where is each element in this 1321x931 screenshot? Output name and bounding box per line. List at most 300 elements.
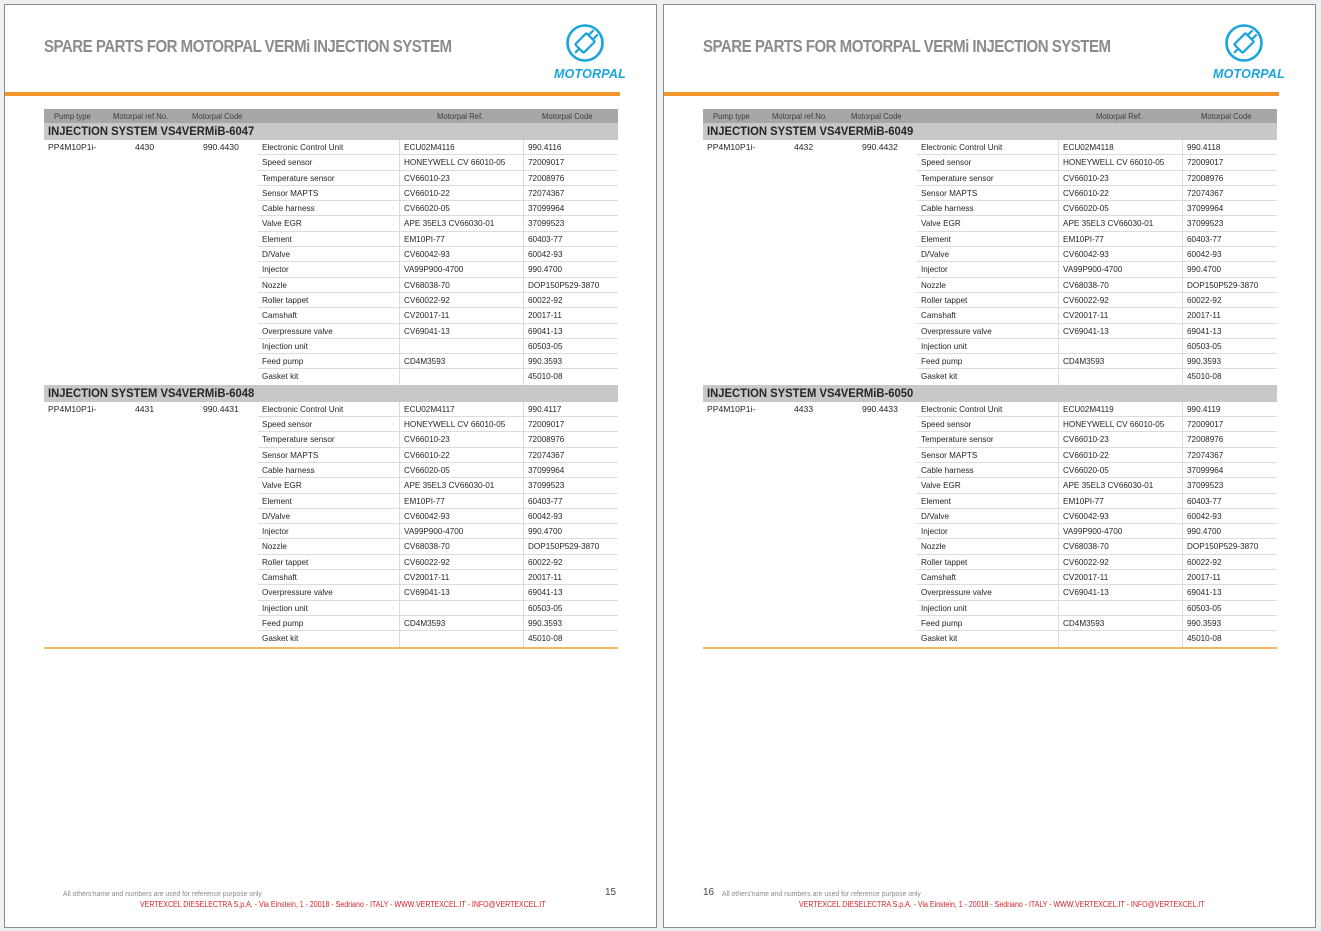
part-name: Gasket kit <box>921 371 958 382</box>
part-code: 990.4119 <box>1187 403 1221 414</box>
part-name: Injection unit <box>262 340 308 351</box>
part-ref: CD4M3593 <box>404 356 446 367</box>
part-name: Nozzle <box>921 541 946 552</box>
part-ref: CD4M3593 <box>404 617 446 628</box>
part-code: 60022-92 <box>1187 294 1222 305</box>
part-code: 60503-05 <box>528 340 563 351</box>
part-ref: CV66010-23 <box>1063 434 1109 445</box>
footer-disclaimer: All others'name and numbers are used for reference purpose only <box>722 889 921 898</box>
footer-address: VERTEXCEL DIESELECTRA S.p.A. - Via Einstein, 1 - 20018 - Sedriano - ITALY - WWW.VERTEXCEL.IT - INFO@VERTEXCEL.IT <box>799 900 1205 909</box>
part-ref: CD4M3593 <box>1063 356 1105 367</box>
part-ref: EM10PI-77 <box>404 495 445 506</box>
page-title: SPARE PARTS FOR MOTORPAL VERMi INJECTION SYSTEM <box>44 36 452 56</box>
table-row <box>917 601 1277 616</box>
part-ref: CV69041-13 <box>404 325 450 336</box>
table-row <box>258 171 618 186</box>
part-name: Sensor MAPTS <box>921 449 978 460</box>
part-name: Overpressure valve <box>262 587 333 598</box>
part-ref: CV66010-23 <box>1063 172 1109 183</box>
part-name: Valve EGR <box>921 218 961 229</box>
part-name: Temperature sensor <box>262 172 335 183</box>
pump-code: 990.4431 <box>203 403 239 414</box>
part-code: 20017-11 <box>528 572 562 583</box>
part-name: Electronic Control Unit <box>921 403 1003 414</box>
part-name: Cable harness <box>921 464 974 475</box>
part-name: Cable harness <box>921 203 974 214</box>
table-row <box>917 247 1277 262</box>
col-code: Motorpal Code <box>192 111 243 121</box>
table-row <box>258 293 618 308</box>
part-code: 37099964 <box>1187 464 1224 475</box>
part-code: DOP150P529-3870 <box>1187 279 1259 290</box>
table-row <box>258 494 618 509</box>
part-code: 72008976 <box>528 172 565 183</box>
part-code: 72008976 <box>1187 434 1224 445</box>
part-ref: APE 35EL3 CV66030-01 <box>404 480 495 491</box>
part-code: 72009017 <box>528 157 565 168</box>
footer-disclaimer: All others'name and numbers are used for reference purpose only <box>63 889 262 898</box>
pump-code: 990.4433 <box>862 403 898 414</box>
part-ref: ECU02M4118 <box>1063 142 1114 152</box>
part-name: Roller tappet <box>262 556 309 567</box>
part-code: 69041-13 <box>1187 325 1222 336</box>
table-row <box>917 616 1277 631</box>
part-code: 60503-05 <box>1187 340 1222 351</box>
part-ref: CV68038-70 <box>1063 279 1109 290</box>
part-ref: CV60022-92 <box>1063 556 1109 567</box>
col-part-ref: Motorpal Ref. <box>437 111 484 121</box>
part-name: Gasket kit <box>262 371 299 382</box>
table-row <box>258 216 618 231</box>
part-code: 990.4700 <box>1187 264 1222 275</box>
col-code: Motorpal Code <box>851 111 902 121</box>
part-code: 72074367 <box>1187 449 1224 460</box>
part-code: 60403-77 <box>528 233 563 244</box>
part-code: 60042-93 <box>1187 510 1222 521</box>
part-code: 69041-13 <box>1187 587 1222 598</box>
system-block <box>44 140 618 385</box>
part-name: Gasket kit <box>921 633 958 644</box>
part-name: Injection unit <box>921 602 967 613</box>
parts-table <box>44 109 618 649</box>
part-ref: CV66010-22 <box>1063 449 1109 460</box>
part-code: 72008976 <box>528 434 565 445</box>
part-ref: CV60042-93 <box>1063 510 1109 521</box>
part-code: 72074367 <box>528 449 565 460</box>
table-row <box>258 601 618 616</box>
part-code: 37099523 <box>1187 480 1224 491</box>
col-part-code: Motorpal Code <box>542 111 593 121</box>
pump-ref-no: 4433 <box>794 403 814 414</box>
part-ref: ECU02M4117 <box>404 403 455 414</box>
table-row <box>258 201 618 216</box>
pump-type: PP4M10P1i- <box>48 403 97 414</box>
logo-wordmark: MOTORPAL <box>1213 67 1285 81</box>
table-row <box>258 417 618 432</box>
part-ref: VA99P900-4700 <box>1063 526 1123 537</box>
table-row <box>917 448 1277 463</box>
part-ref: CV66010-23 <box>404 172 450 183</box>
part-code: 45010-08 <box>1187 633 1222 644</box>
table-row <box>917 308 1277 323</box>
part-ref: CV68038-70 <box>1063 541 1109 552</box>
part-name: Feed pump <box>921 356 963 367</box>
part-name: Element <box>921 233 951 244</box>
part-name: Roller tappet <box>262 294 309 305</box>
table-column-headers <box>44 109 618 123</box>
part-code: 37099964 <box>528 203 565 214</box>
part-name: Speed sensor <box>262 157 313 168</box>
part-name: Injector <box>921 264 948 275</box>
system-block <box>44 402 618 647</box>
table-row <box>258 232 618 247</box>
motorpal-logo <box>1211 23 1285 85</box>
part-code: 60403-77 <box>1187 233 1222 244</box>
part-code: 45010-08 <box>528 371 563 382</box>
part-ref: CV66010-22 <box>404 187 450 198</box>
part-name: Feed pump <box>262 356 304 367</box>
table-row <box>917 369 1277 384</box>
part-ref: EM10PI-77 <box>1063 233 1104 244</box>
part-name: Valve EGR <box>921 480 961 491</box>
pump-type: PP4M10P1i- <box>707 403 756 414</box>
part-name: Cable harness <box>262 203 315 214</box>
part-name: Electronic Control Unit <box>921 142 1003 152</box>
system-block <box>703 402 1277 647</box>
part-ref: CD4M3593 <box>1063 617 1105 628</box>
table-row <box>258 463 618 478</box>
part-name: Overpressure valve <box>921 587 992 598</box>
part-code: 990.3593 <box>528 617 563 628</box>
table-row <box>917 463 1277 478</box>
part-ref: CV68038-70 <box>404 541 450 552</box>
table-row <box>258 585 618 600</box>
table-row <box>258 324 618 339</box>
page-15 <box>4 4 657 928</box>
part-ref: EM10PI-77 <box>1063 495 1104 506</box>
table-row <box>917 402 1277 417</box>
part-code: 60503-05 <box>528 602 563 613</box>
part-name: Sensor MAPTS <box>262 187 319 198</box>
table-end-rule <box>44 647 618 649</box>
part-ref: CV20017-11 <box>1063 310 1109 321</box>
part-ref: CV60042-93 <box>1063 249 1109 260</box>
table-row <box>917 155 1277 170</box>
part-ref: APE 35EL3 CV66030-01 <box>404 218 495 229</box>
part-name: Sensor MAPTS <box>921 187 978 198</box>
part-ref: CV60022-92 <box>1063 294 1109 305</box>
part-ref: CV69041-13 <box>1063 587 1109 598</box>
part-name: Speed sensor <box>921 157 972 168</box>
motorpal-injector-icon <box>1224 23 1264 63</box>
part-code: 72008976 <box>1187 172 1224 183</box>
part-code: 20017-11 <box>528 310 562 321</box>
table-row <box>917 293 1277 308</box>
part-ref: CV66020-05 <box>404 203 450 214</box>
part-ref: HONEYWELL CV 66010-05 <box>404 157 506 168</box>
table-row <box>258 140 618 155</box>
part-name: Injection unit <box>921 340 967 351</box>
part-name: Valve EGR <box>262 218 302 229</box>
table-row <box>917 539 1277 554</box>
part-name: D/Valve <box>921 249 949 260</box>
table-row <box>917 570 1277 585</box>
part-code: 990.4116 <box>528 142 562 152</box>
part-code: 60022-92 <box>528 556 563 567</box>
part-name: Speed sensor <box>262 419 313 430</box>
part-name: Camshaft <box>262 572 297 583</box>
pump-type: PP4M10P1i- <box>48 142 97 152</box>
part-code: 37099964 <box>1187 203 1224 214</box>
motorpal-injector-icon <box>565 23 605 63</box>
part-ref: CV68038-70 <box>404 279 450 290</box>
part-code: 60042-93 <box>528 249 563 260</box>
part-code: 72009017 <box>1187 157 1224 168</box>
table-row <box>917 555 1277 570</box>
part-code: 60042-93 <box>1187 249 1222 260</box>
part-code: 60403-77 <box>1187 495 1222 506</box>
part-ref: CV20017-11 <box>1063 572 1109 583</box>
table-row <box>917 262 1277 277</box>
part-name: Element <box>921 495 951 506</box>
part-code: DOP150P529-3870 <box>528 279 600 290</box>
part-ref: EM10PI-77 <box>404 233 445 244</box>
part-ref: CV60042-93 <box>404 510 450 521</box>
part-ref: CV66010-22 <box>404 449 450 460</box>
part-code: 37099523 <box>1187 218 1224 229</box>
table-row <box>917 140 1277 155</box>
table-row <box>258 369 618 384</box>
part-ref: VA99P900-4700 <box>404 264 464 275</box>
part-code: 60022-92 <box>528 294 563 305</box>
part-ref: VA99P900-4700 <box>1063 264 1123 275</box>
part-name: Electronic Control Unit <box>262 403 344 414</box>
part-code: 60042-93 <box>528 510 563 521</box>
part-name: Nozzle <box>262 541 287 552</box>
table-row <box>258 339 618 354</box>
part-code: 20017-11 <box>1187 310 1221 321</box>
part-code: 60403-77 <box>528 495 563 506</box>
table-row <box>917 232 1277 247</box>
table-row <box>258 631 618 646</box>
table-row <box>258 432 618 447</box>
part-code: 69041-13 <box>528 325 563 336</box>
table-row <box>917 201 1277 216</box>
table-row <box>258 539 618 554</box>
table-row <box>258 509 618 524</box>
part-name: Camshaft <box>262 310 297 321</box>
part-ref: ECU02M4119 <box>1063 403 1114 414</box>
part-ref: VA99P900-4700 <box>404 526 464 537</box>
part-ref: APE 35EL3 CV66030-01 <box>1063 480 1154 491</box>
part-name: Roller tappet <box>921 294 968 305</box>
part-ref: CV60022-92 <box>404 556 450 567</box>
col-pump-type: Pump type <box>54 111 91 121</box>
header-rule <box>664 92 1279 96</box>
table-row <box>917 494 1277 509</box>
table-row <box>917 216 1277 231</box>
pump-ref-no: 4432 <box>794 142 814 152</box>
table-row <box>917 354 1277 369</box>
system-heading: INJECTION SYSTEM VS4VERMiB-6050 <box>703 385 1277 402</box>
motorpal-logo <box>552 23 626 85</box>
part-code: DOP150P529-3870 <box>528 541 600 552</box>
part-name: Overpressure valve <box>921 325 992 336</box>
pump-ref-no: 4430 <box>135 142 155 152</box>
page-title: SPARE PARTS FOR MOTORPAL VERMi INJECTION SYSTEM <box>703 36 1111 56</box>
part-name: Feed pump <box>921 617 963 628</box>
part-name: Valve EGR <box>262 480 302 491</box>
footer-address: VERTEXCEL DIESELECTRA S.p.A. - Via Einstein, 1 - 20018 - Sedriano - ITALY - WWW.VERTEXCEL.IT - INFO@VERTEXCEL.IT <box>140 900 546 909</box>
col-part-ref: Motorpal Ref. <box>1096 111 1143 121</box>
col-pump-type: Pump type <box>713 111 750 121</box>
part-code: 990.4117 <box>528 403 562 414</box>
col-ref-no: Motorpal ref.No. <box>113 111 169 121</box>
part-name: D/Valve <box>262 510 290 521</box>
table-row <box>917 478 1277 493</box>
part-code: 990.4700 <box>528 526 563 537</box>
part-name: Injection unit <box>262 602 308 613</box>
part-code: DOP150P529-3870 <box>1187 541 1259 552</box>
table-row <box>917 171 1277 186</box>
part-name: Injector <box>262 526 289 537</box>
part-name: Overpressure valve <box>262 325 333 336</box>
table-column-headers <box>703 109 1277 123</box>
part-name: Feed pump <box>262 617 304 628</box>
part-name: Temperature sensor <box>262 434 335 445</box>
part-code: 72009017 <box>528 419 565 430</box>
col-ref-no: Motorpal ref.No. <box>772 111 828 121</box>
part-ref: CV66010-22 <box>1063 187 1109 198</box>
table-row <box>917 186 1277 201</box>
part-ref: HONEYWELL CV 66010-05 <box>1063 419 1165 430</box>
part-ref: CV66020-05 <box>404 464 450 475</box>
pump-ref-no: 4431 <box>135 403 155 414</box>
part-code: 37099964 <box>528 464 565 475</box>
table-row <box>258 186 618 201</box>
system-heading: INJECTION SYSTEM VS4VERMiB-6047 <box>44 123 618 140</box>
part-name: Cable harness <box>262 464 315 475</box>
table-row <box>258 555 618 570</box>
part-code: 72009017 <box>1187 419 1224 430</box>
part-code: 45010-08 <box>1187 371 1222 382</box>
page-number: 16 <box>703 887 715 898</box>
part-code: 45010-08 <box>528 633 563 644</box>
table-row <box>258 247 618 262</box>
part-code: 69041-13 <box>528 587 563 598</box>
part-code: 990.4118 <box>1187 142 1221 152</box>
part-ref: HONEYWELL CV 66010-05 <box>404 419 506 430</box>
page-16 <box>663 4 1316 928</box>
part-ref: ECU02M4116 <box>404 142 455 152</box>
part-ref: CV60042-93 <box>404 249 450 260</box>
table-row <box>258 448 618 463</box>
table-row <box>258 354 618 369</box>
system-heading: INJECTION SYSTEM VS4VERMiB-6048 <box>44 385 618 402</box>
part-name: Camshaft <box>921 310 956 321</box>
part-ref: CV20017-11 <box>404 572 450 583</box>
part-code: 990.3593 <box>1187 617 1222 628</box>
system-block <box>703 140 1277 385</box>
part-name: Roller tappet <box>921 556 968 567</box>
part-code: 990.4700 <box>1187 526 1222 537</box>
table-row <box>917 339 1277 354</box>
table-row <box>258 262 618 277</box>
part-name: Temperature sensor <box>921 172 994 183</box>
part-code: 37099523 <box>528 218 565 229</box>
table-row <box>917 278 1277 293</box>
table-row <box>917 432 1277 447</box>
part-name: Nozzle <box>921 279 946 290</box>
table-row <box>917 417 1277 432</box>
table-row <box>917 585 1277 600</box>
page-number: 15 <box>605 887 617 898</box>
table-row <box>917 631 1277 646</box>
pump-type: PP4M10P1i- <box>707 142 756 152</box>
table-row <box>258 524 618 539</box>
part-name: Speed sensor <box>921 419 972 430</box>
part-code: 20017-11 <box>1187 572 1221 583</box>
table-row <box>258 616 618 631</box>
part-ref: CV20017-11 <box>404 310 450 321</box>
pump-code: 990.4430 <box>203 142 239 152</box>
part-name: Nozzle <box>262 279 287 290</box>
part-ref: CV69041-13 <box>1063 325 1109 336</box>
part-name: Electronic Control Unit <box>262 142 344 152</box>
table-row <box>258 402 618 417</box>
part-name: Element <box>262 495 292 506</box>
table-row <box>258 478 618 493</box>
part-code: 990.3593 <box>528 356 563 367</box>
part-name: Injector <box>262 264 289 275</box>
part-ref: CV69041-13 <box>404 587 450 598</box>
part-name: Injector <box>921 526 948 537</box>
table-row <box>258 278 618 293</box>
part-name: D/Valve <box>262 249 290 260</box>
parts-table <box>703 109 1277 649</box>
part-code: 60503-05 <box>1187 602 1222 613</box>
table-row <box>917 524 1277 539</box>
part-ref: CV60022-92 <box>404 294 450 305</box>
part-ref: HONEYWELL CV 66010-05 <box>1063 157 1165 168</box>
part-code: 37099523 <box>528 480 565 491</box>
part-ref: CV66010-23 <box>404 434 450 445</box>
part-name: Temperature sensor <box>921 434 994 445</box>
table-row <box>917 324 1277 339</box>
table-end-rule <box>703 647 1277 649</box>
table-row <box>258 155 618 170</box>
table-row <box>917 509 1277 524</box>
table-row <box>258 570 618 585</box>
pump-code: 990.4432 <box>862 142 898 152</box>
system-heading: INJECTION SYSTEM VS4VERMiB-6049 <box>703 123 1277 140</box>
part-name: D/Valve <box>921 510 949 521</box>
header-rule <box>5 92 620 96</box>
part-ref: CV66020-05 <box>1063 203 1109 214</box>
logo-wordmark: MOTORPAL <box>554 67 626 81</box>
part-ref: CV66020-05 <box>1063 464 1109 475</box>
part-name: Sensor MAPTS <box>262 449 319 460</box>
part-code: 990.4700 <box>528 264 563 275</box>
part-code: 72074367 <box>528 187 565 198</box>
part-name: Camshaft <box>921 572 956 583</box>
col-part-code: Motorpal Code <box>1201 111 1252 121</box>
part-code: 60022-92 <box>1187 556 1222 567</box>
table-row <box>258 308 618 323</box>
part-name: Gasket kit <box>262 633 299 644</box>
part-ref: APE 35EL3 CV66030-01 <box>1063 218 1154 229</box>
part-code: 990.3593 <box>1187 356 1222 367</box>
